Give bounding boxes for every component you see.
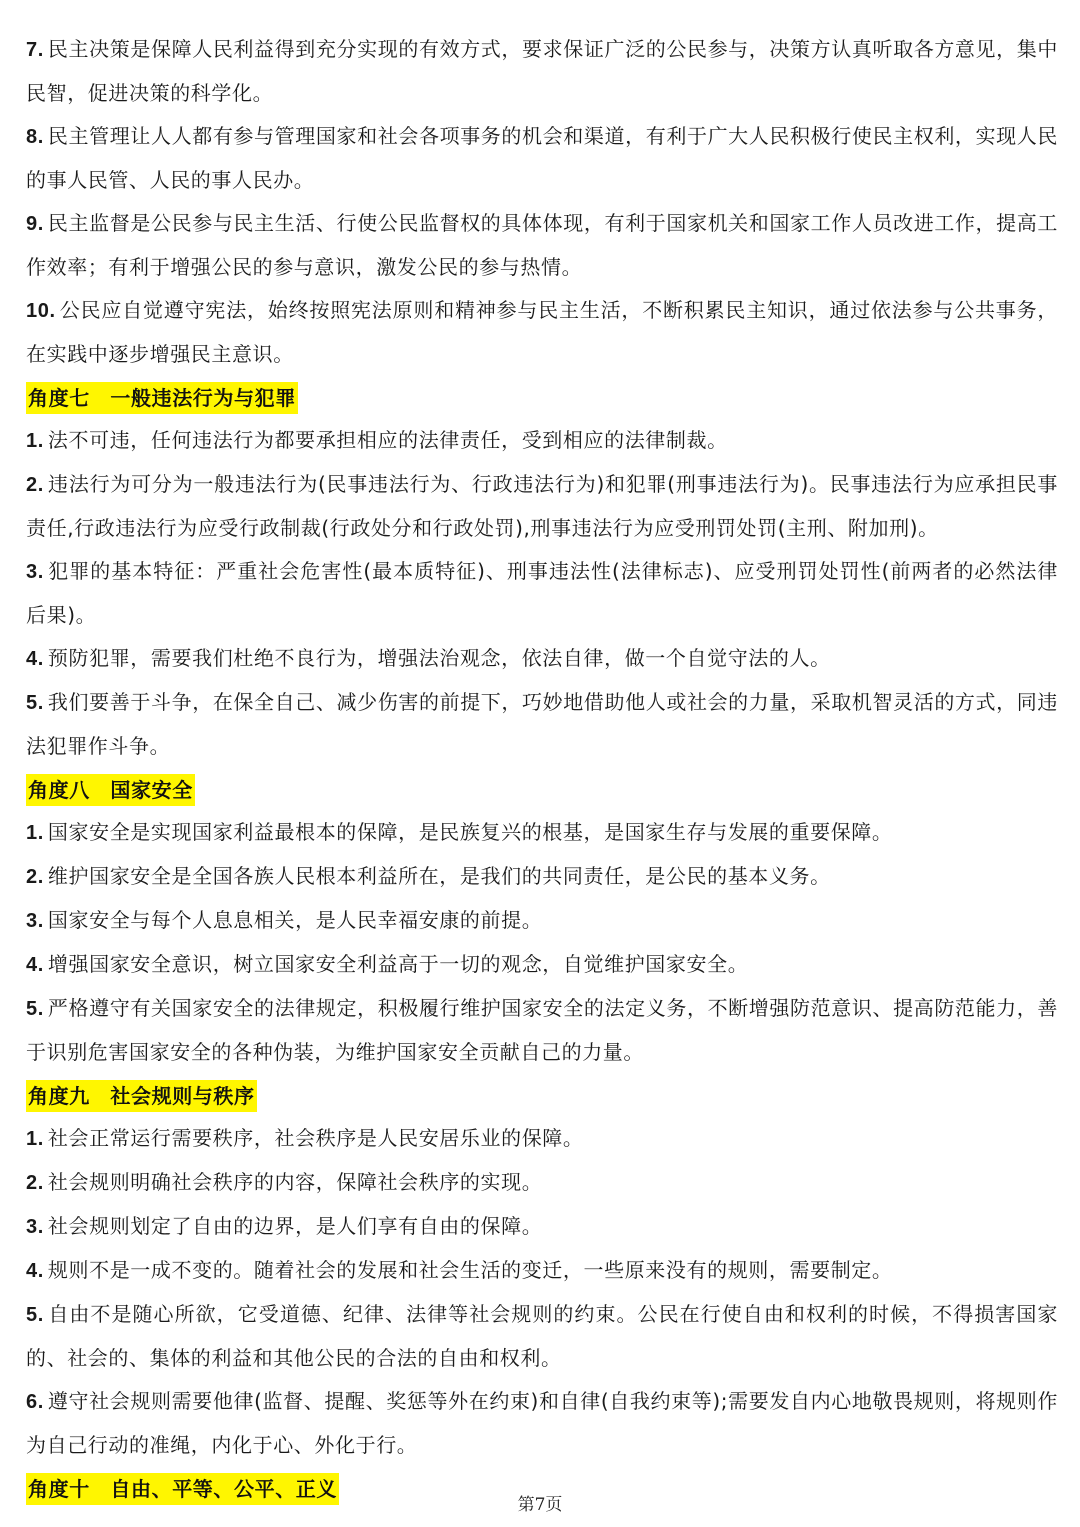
item-number: 4. [26, 1260, 44, 1282]
item-text: 国家安全与每个人息息相关，是人民幸福安康的前提。 [47, 908, 543, 932]
item-number: 1. [26, 430, 44, 452]
item-text: 民主监督是公民参与民主生活、行使公民监督权的具体体现，有利于国家机关和国家工作人员改进工作，提高工作效率；有利于增强公民的参与意识，激发公民的参与热情。 [26, 211, 1058, 279]
list-item [26, 202, 1058, 289]
item-text: 自由不是随心所欲，它受道德、纪律、法律等社会规则的约束。公民在行使自由和权利的时候，不得损害国家的、社会的、集体的利益和其他公民的合法的自由和权利。 [26, 1302, 1058, 1370]
page-number: 第7页 [517, 1495, 563, 1515]
list-item [26, 1161, 1058, 1205]
list-item [26, 1293, 1058, 1380]
item-number: 10. [26, 300, 56, 322]
item-number: 1. [26, 1128, 44, 1150]
item-text: 民主决策是保障人民利益得到充分实现的有效方式，要求保证广泛的公民参与，决策方认真听取各方意见，集中民智，促进决策的科学化。 [26, 37, 1058, 105]
item-text: 遵守社会规则需要他律(监督、提醒、奖惩等外在约束)和自律(自我约束等);需要发自内心地敬畏规则，将规则作为自己行动的准绳，内化于心、外化于行。 [26, 1389, 1058, 1457]
section-democracy-continued [26, 28, 1058, 376]
item-number: 3. [26, 561, 44, 583]
item-number: 3. [26, 1216, 44, 1238]
section-heading-row [26, 768, 1058, 811]
item-number: 4. [26, 648, 44, 670]
section-social-rules [26, 1074, 1058, 1467]
section-heading: 角度九 社会规则与秩序 [26, 1080, 257, 1112]
item-number: 2. [26, 1172, 44, 1194]
item-text: 公民应自觉遵守宪法，始终按照宪法原则和精神参与民主生活，不断积累民主知识，通过依法参与公共事务，在实践中逐步增强民主意识。 [26, 298, 1058, 366]
item-text: 违法行为可分为一般违法行为(民事违法行为、行政违法行为)和犯罪(刑事违法行为)。民事违法行为应承担民事责任,行政违法行为应受行政制裁(行政处分和行政处罚),刑事违法行为应受刑罚处罚(主刑、附加刑)。 [26, 472, 1058, 540]
section-heading: 角度八 国家安全 [26, 774, 195, 806]
list-item [26, 550, 1058, 637]
item-text: 犯罪的基本特征：严重社会危害性(最本质特征)、刑事违法性(法律标志)、应受刑罚处罚性(前两者的必然法律后果)。 [26, 559, 1058, 627]
list-item [26, 419, 1058, 463]
item-number: 2. [26, 866, 44, 888]
item-text: 规则不是一成不变的。随着社会的发展和社会生活的变迁，一些原来没有的规则，需要制定。 [47, 1258, 893, 1282]
item-number: 4. [26, 954, 44, 976]
list-item [26, 987, 1058, 1074]
item-number: 9. [26, 213, 44, 235]
list-item [26, 1117, 1058, 1161]
list-item [26, 1249, 1058, 1293]
list-item [26, 943, 1058, 987]
item-text: 严格遵守有关国家安全的法律规定，积极履行维护国家安全的法定义务，不断增强防范意识、提高防范能力，善于识别危害国家安全的各种伪装，为维护国家安全贡献自己的力量。 [26, 996, 1058, 1064]
item-text: 社会规则划定了自由的边界，是人们享有自由的保障。 [47, 1214, 543, 1238]
item-text: 社会规则明确社会秩序的内容，保障社会秩序的实现。 [47, 1170, 543, 1194]
list-item [26, 637, 1058, 681]
list-item [26, 28, 1058, 115]
item-number: 2. [26, 474, 44, 496]
section-heading-row [26, 376, 1058, 419]
list-item [26, 681, 1058, 768]
list-item [26, 811, 1058, 855]
document-page [26, 28, 1058, 1510]
list-item [26, 1380, 1058, 1467]
item-number: 1. [26, 822, 44, 844]
list-item [26, 899, 1058, 943]
item-text: 维护国家安全是全国各族人民根本利益所在，是我们的共同责任，是公民的基本义务。 [47, 864, 831, 888]
item-number: 5. [26, 998, 44, 1020]
item-number: 5. [26, 1304, 44, 1326]
list-item [26, 289, 1058, 376]
list-item [26, 855, 1058, 899]
item-text: 法不可违，任何违法行为都要承担相应的法律责任，受到相应的法律制裁。 [47, 428, 728, 452]
item-number: 7. [26, 39, 44, 61]
section-illegal-acts [26, 376, 1058, 768]
item-text: 社会正常运行需要秩序，社会秩序是人民安居乐业的保障。 [47, 1126, 584, 1150]
section-heading: 角度十 自由、平等、公平、正义 [26, 1473, 339, 1505]
list-item [26, 115, 1058, 202]
item-number: 6. [26, 1391, 44, 1413]
list-item [26, 463, 1058, 550]
item-number: 5. [26, 692, 44, 714]
item-number: 8. [26, 126, 44, 148]
item-text: 国家安全是实现国家利益最根本的保障，是民族复兴的根基，是国家生存与发展的重要保障。 [47, 820, 893, 844]
section-heading: 角度七 一般违法行为与犯罪 [26, 382, 298, 414]
item-text: 预防犯罪，需要我们杜绝不良行为，增强法治观念，依法自律，做一个自觉守法的人。 [47, 646, 831, 670]
item-number: 3. [26, 910, 44, 932]
list-item [26, 1205, 1058, 1249]
section-heading-row [26, 1074, 1058, 1117]
item-text: 增强国家安全意识，树立国家安全利益高于一切的观念，自觉维护国家安全。 [47, 952, 749, 976]
item-text: 我们要善于斗争，在保全自己、减少伤害的前提下，巧妙地借助他人或社会的力量，采取机智灵活的方式，同违法犯罪作斗争。 [26, 690, 1058, 758]
item-text: 民主管理让人人都有参与管理国家和社会各项事务的机会和渠道，有利于广大人民积极行使民主权利，实现人民的事人民管、人民的事人民办。 [26, 124, 1058, 192]
section-national-security [26, 768, 1058, 1074]
